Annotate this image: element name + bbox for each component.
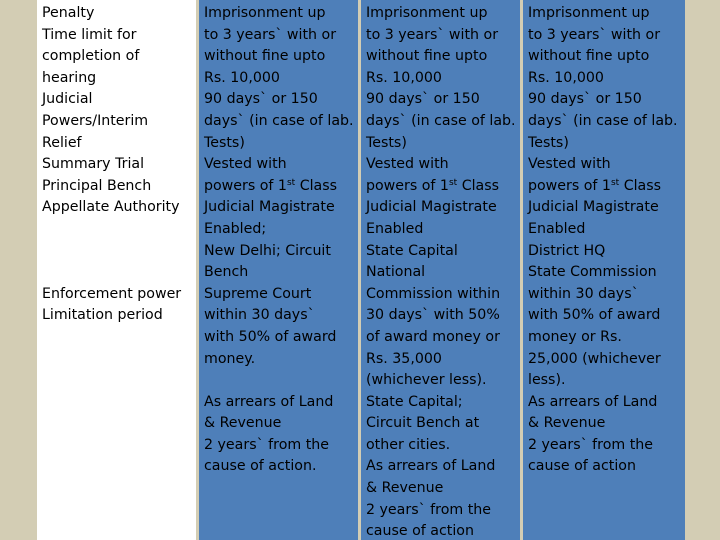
cell-line: District HQ xyxy=(528,242,606,259)
cell-line: days` (in case of lab. xyxy=(528,112,678,129)
cell-line: Rs. 10,000 xyxy=(366,69,442,86)
cell-line: Time limit for xyxy=(42,26,137,43)
column-lines xyxy=(199,0,358,478)
cell-line: Judicial Magistrate xyxy=(204,199,335,216)
cell-line xyxy=(204,370,358,392)
cell-line: of award money or xyxy=(366,328,500,345)
cell-line: 2 years` from the xyxy=(366,501,491,518)
cell-line: Appellate Authority xyxy=(42,199,180,216)
cell-line: Imprisonment up xyxy=(366,5,488,21)
cell-line: completion of xyxy=(42,48,140,65)
cell-line: Enabled xyxy=(528,220,586,237)
cell-line: Judicial Magistrate xyxy=(366,199,497,216)
cell-line: Powers/Interim xyxy=(42,112,149,129)
cell-line: with 50% of award xyxy=(528,307,661,324)
cell-line: State Capital; xyxy=(366,393,463,410)
cell-line: Penalty xyxy=(42,5,95,21)
table-column-headings xyxy=(37,0,196,540)
cell-line: 90 days` or 150 xyxy=(204,91,318,108)
cell-line: Principal Bench xyxy=(42,177,152,194)
cell-line: without fine upto xyxy=(366,48,488,65)
table-column-state xyxy=(361,0,520,540)
cell-line: powers of 1st Class xyxy=(204,177,338,194)
cell-line: without fine upto xyxy=(528,48,650,65)
cell-line: money. xyxy=(204,350,256,367)
cell-line: As arrears of Land xyxy=(528,393,658,410)
cell-line: Rs. 35,000 xyxy=(366,350,442,367)
cell-line: Commission within xyxy=(366,285,501,302)
cell-line: Vested with xyxy=(366,156,449,173)
table-column-district xyxy=(523,0,685,540)
cell-line: less). xyxy=(528,372,566,389)
table-column-national xyxy=(199,0,358,540)
cell-line: As arrears of Land xyxy=(366,458,496,475)
cell-line: cause of action xyxy=(528,458,636,475)
cell-line: Supreme Court xyxy=(204,285,312,302)
cell-line: without fine upto xyxy=(204,48,326,65)
column-lines xyxy=(361,0,520,540)
cell-line xyxy=(42,262,196,284)
cell-line: cause of action. xyxy=(204,458,317,475)
cell-line: Imprisonment up xyxy=(204,5,326,21)
cell-line: 90 days` or 150 xyxy=(366,91,480,108)
cell-line: with 50% of award xyxy=(204,328,337,345)
cell-line: to 3 years` with or xyxy=(366,26,499,43)
cell-line: Bench xyxy=(204,264,249,281)
cell-line: to 3 years` with or xyxy=(204,26,337,43)
cell-line: Circuit Bench at xyxy=(366,415,480,432)
cell-line: Enforcement power xyxy=(42,285,182,302)
cell-line: Judicial xyxy=(42,91,93,108)
cell-line: (whichever less). xyxy=(366,372,487,389)
cell-line: Tests) xyxy=(366,134,407,151)
cell-line: 25,000 (whichever xyxy=(528,350,661,367)
cell-line: days` (in case of lab. xyxy=(366,112,516,129)
cell-line: powers of 1st Class xyxy=(528,177,662,194)
cell-line: Rs. 10,000 xyxy=(204,69,280,86)
cell-line: within 30 days` xyxy=(204,307,315,324)
cell-line: & Revenue xyxy=(528,415,606,432)
cell-line: Tests) xyxy=(204,134,245,151)
cell-line: As arrears of Land xyxy=(204,393,334,410)
cell-line: & Revenue xyxy=(204,415,282,432)
column-lines xyxy=(37,0,196,327)
cell-line: State Capital xyxy=(366,242,458,259)
cell-line: Summary Trial xyxy=(42,156,145,173)
cell-line: 90 days` or 150 xyxy=(528,91,642,108)
cell-line: powers of 1st Class xyxy=(366,177,500,194)
cell-line: National xyxy=(366,264,426,281)
cell-line: Vested with xyxy=(204,156,287,173)
cell-line: Enabled; xyxy=(204,220,267,237)
cell-line: Limitation period xyxy=(42,307,163,324)
cell-line: Judicial Magistrate xyxy=(528,199,659,216)
cell-line: hearing xyxy=(42,69,97,86)
cell-line: Enabled xyxy=(366,220,424,237)
cell-line xyxy=(42,219,196,241)
column-lines xyxy=(523,0,685,478)
cell-line xyxy=(42,241,196,263)
cell-line: cause of action xyxy=(366,523,474,540)
cell-line: 2 years` from the xyxy=(528,436,653,453)
cell-line: New Delhi; Circuit xyxy=(204,242,331,259)
cell-line: Tests) xyxy=(528,134,569,151)
cell-line: to 3 years` with or xyxy=(528,26,661,43)
cell-line: State Commission xyxy=(528,264,657,281)
cell-line: Imprisonment up xyxy=(528,5,650,21)
cell-line: money or Rs. xyxy=(528,328,622,345)
cell-line: Rs. 10,000 xyxy=(528,69,604,86)
cell-line: 2 years` from the xyxy=(204,436,329,453)
cell-line: Relief xyxy=(42,134,82,151)
cell-line: Vested with xyxy=(528,156,611,173)
cell-line: days` (in case of lab. xyxy=(204,112,354,129)
cell-line: other cities. xyxy=(366,436,451,453)
cell-line: within 30 days` xyxy=(528,285,639,302)
cell-line: 30 days` with 50% xyxy=(366,307,500,324)
cell-line: & Revenue xyxy=(366,480,444,497)
